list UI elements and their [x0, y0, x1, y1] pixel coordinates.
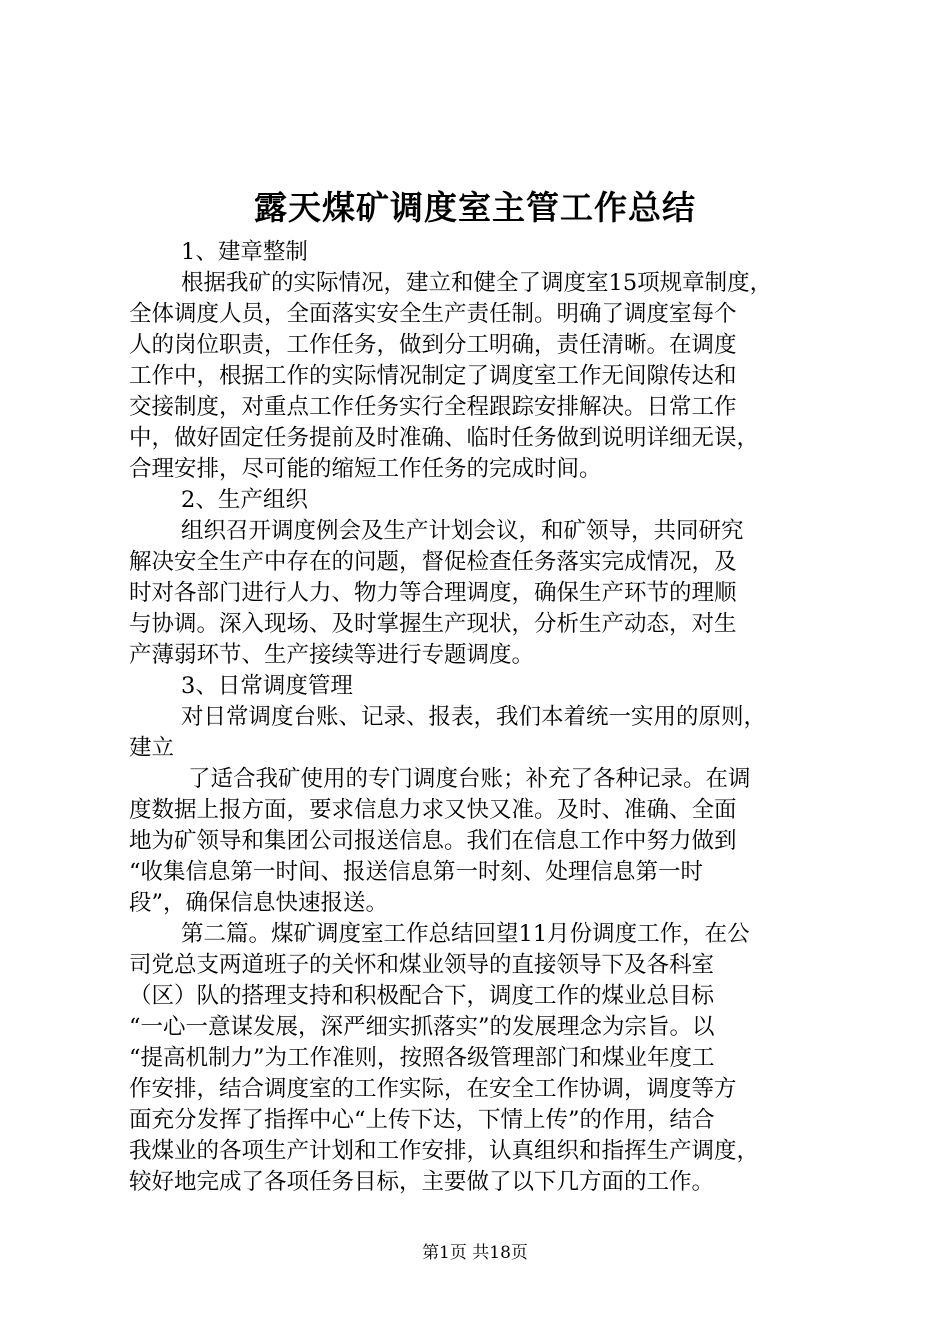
text-line: 面充分发挥了指挥中心“上传下达，下情上传”的作用，结合 [129, 1107, 715, 1133]
text-line: 我煤业的各项生产计划和工作安排，认真组织和指挥生产调度， [129, 1138, 760, 1164]
section-heading-1: 1、建章整制 [181, 239, 308, 265]
text-line: 解决安全生产中存在的问题，督促检查任务落实完成情况，及 [129, 549, 737, 575]
text-line: “提高机制力”为工作准则，按照各级管理部门和煤业年度工 [129, 1045, 715, 1071]
text-line: 交接制度，对重点工作任务实行全程跟踪安排解决。日常工作 [129, 394, 737, 420]
text-line: 建立 [129, 735, 175, 761]
text-line: 时对各部门进行人力、物力等合理调度，确保生产环节的理顺 [129, 580, 737, 606]
text-line: 作安排，结合调度室的工作实际，在安全工作协调，调度等方 [129, 1076, 737, 1102]
text-line: 中，做好固定任务提前及时准确、临时任务做到说明详细无误， [129, 425, 760, 451]
text-line: “收集信息第一时间、报送信息第一时刻、处理信息第一时 [129, 859, 704, 885]
text-line: 了适合我矿使用的专门调度台账；补充了各种记录。在调 [188, 766, 751, 792]
text-line: 度数据上报方面，要求信息力求又快又准。及时、准确、全面 [129, 797, 737, 823]
text-line: 全体调度人员，全面落实安全生产责任制。明确了调度室每个 [129, 301, 737, 327]
section-heading-3: 3、日常调度管理 [181, 673, 353, 699]
text-line: 根据我矿的实际情况，建立和健全了调度室15项规章制度， [181, 270, 773, 296]
document-title: 露天煤矿调度室主管工作总结 [254, 188, 696, 227]
text-line: “一心一意谋发展，深严细实抓落实”的发展理念为宗旨。以 [129, 1014, 715, 1040]
text-line: 第二篇。煤矿调度室工作总结回望11月份调度工作，在公 [181, 921, 750, 947]
text-line: 较好地完成了各项任务目标，主要做了以下几方面的工作。 [129, 1169, 715, 1195]
text-line: 合理安排，尽可能的缩短工作任务的完成时间。 [129, 456, 602, 482]
text-line: 人的岗位职责，工作任务，做到分工明确，责任清晰。在调度 [129, 332, 737, 358]
document-body [129, 237, 841, 1198]
text-line: 产薄弱环节、生产接续等进行专题调度。 [129, 642, 535, 668]
section-heading-2: 2、生产组织 [181, 487, 308, 513]
text-line: （区）队的搭理支持和积极配合下，调度工作的煤业总目标 [129, 983, 715, 1009]
text-line: 工作中，根据工作的实际情况制定了调度室工作无间隙传达和 [129, 363, 737, 389]
text-line: 段”，确保信息快速报送。 [129, 890, 389, 916]
page-number-footer: 第1页 共18页 [422, 1243, 528, 1263]
text-line: 对日常调度台账、记录、报表，我们本着统一实用的原则， [181, 704, 767, 730]
text-line: 地为矿领导和集团公司报送信息。我们在信息工作中努力做到 [129, 828, 737, 854]
text-line: 司党总支两道班子的关怀和煤业领导的直接领导下及各科室 [129, 952, 715, 978]
text-line: 组织召开调度例会及生产计划会议，和矿领导，共同研究 [181, 518, 744, 544]
text-line: 与协调。深入现场、及时掌握生产现状，分析生产动态，对生 [129, 611, 737, 637]
